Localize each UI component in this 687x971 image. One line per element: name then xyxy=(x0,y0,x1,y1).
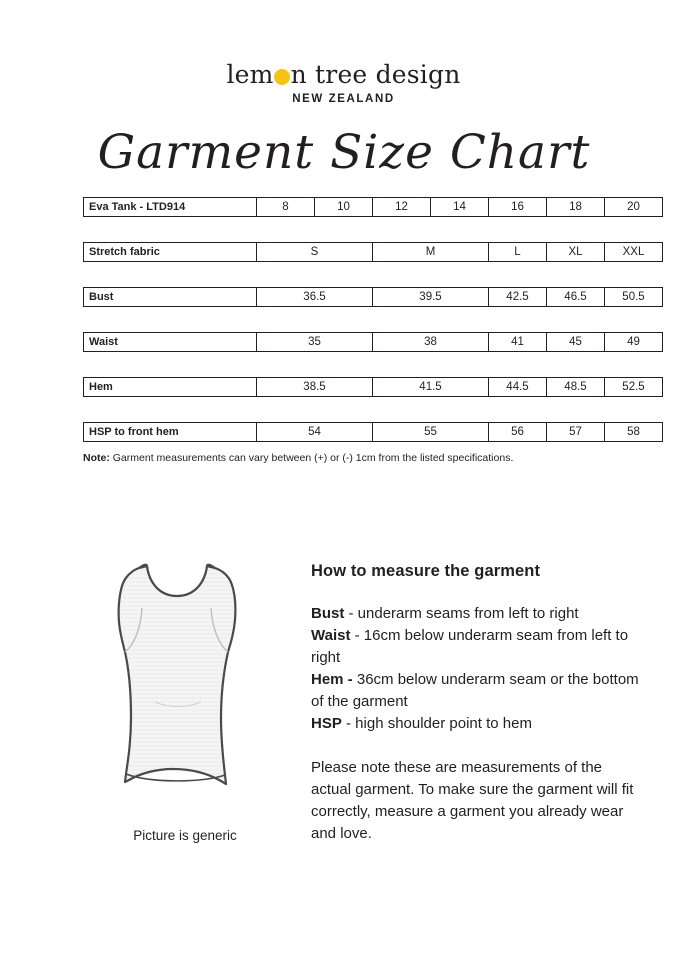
table-row xyxy=(84,333,663,352)
cell: XL xyxy=(547,243,605,262)
cell: 52.5 xyxy=(605,378,663,397)
cell: M xyxy=(373,243,489,262)
row-label: Eva Tank - LTD914 xyxy=(84,198,257,217)
row-label: Hem xyxy=(84,378,257,397)
cell: 18 xyxy=(547,198,605,217)
brand-name-after: n tree design xyxy=(290,60,461,89)
cell: 48.5 xyxy=(547,378,605,397)
table-row xyxy=(84,243,663,262)
definition-item xyxy=(311,625,641,669)
definition-term: Waist xyxy=(311,627,351,645)
table-row xyxy=(84,288,663,307)
cell: 42.5 xyxy=(489,288,547,307)
note-text: Garment measurements can vary between (+) or (-) 1cm from the listed specifications. xyxy=(109,452,514,464)
definition-item xyxy=(311,669,641,713)
cell: 36.5 xyxy=(257,288,373,307)
brand-country: NEW ZEALAND xyxy=(292,93,395,106)
table-row xyxy=(84,198,663,217)
cell: 54 xyxy=(257,423,373,442)
brand-name xyxy=(0,62,687,88)
cell: 8 xyxy=(257,198,315,217)
lemon-dot-icon xyxy=(274,68,291,85)
how-to-measure-section xyxy=(311,562,641,845)
cell: S xyxy=(257,243,373,262)
picture-caption: Picture is generic xyxy=(133,828,237,843)
definition-item xyxy=(311,713,641,735)
definition-desc: - high shoulder point to hem xyxy=(341,715,532,733)
brand-header xyxy=(0,62,687,105)
cell: 41.5 xyxy=(373,378,489,397)
definition-term: HSP xyxy=(311,715,342,733)
cell: 20 xyxy=(605,198,663,217)
garment-illustration xyxy=(95,552,270,802)
cell: 41 xyxy=(489,333,547,352)
cell: 16 xyxy=(489,198,547,217)
row-label: Bust xyxy=(84,288,257,307)
brand-name-before: lem xyxy=(226,60,274,89)
definition-item xyxy=(311,603,641,625)
cell: L xyxy=(489,243,547,262)
cell: 35 xyxy=(257,333,373,352)
cell: 14 xyxy=(431,198,489,217)
cell: 10 xyxy=(315,198,373,217)
cell: 38 xyxy=(373,333,489,352)
table-row xyxy=(84,423,663,442)
table-row xyxy=(84,378,663,397)
row-label: HSP to front hem xyxy=(84,423,257,442)
definition-desc: 36cm below underarm seam or the bottom of the garment xyxy=(311,671,639,711)
definition-term: Hem - xyxy=(311,671,353,689)
cell: 12 xyxy=(373,198,431,217)
cell: 49 xyxy=(605,333,663,352)
closing-paragraph: Please note these are measurements of the actual garment. To make sure the garment will fit correctly, measure a garment you already wear and love. xyxy=(311,759,634,843)
row-label: Waist xyxy=(84,333,257,352)
definition-desc: - underarm seams from left to right xyxy=(344,605,579,622)
page-title xyxy=(0,118,687,188)
cell: 55 xyxy=(373,423,489,442)
cell: 39.5 xyxy=(373,288,489,307)
measure-definitions xyxy=(311,603,641,735)
how-to-measure-heading: How to measure the garment xyxy=(311,562,541,580)
definition-desc: - 16cm below underarm seam from left to right xyxy=(311,627,629,667)
cell: 38.5 xyxy=(257,378,373,397)
cell: 56 xyxy=(489,423,547,442)
note-label: Note: xyxy=(83,452,110,464)
cell: XXL xyxy=(605,243,663,262)
cell: 45 xyxy=(547,333,605,352)
measurement-note xyxy=(83,452,623,464)
cell: 44.5 xyxy=(489,378,547,397)
row-label: Stretch fabric xyxy=(84,243,257,262)
cell: 57 xyxy=(547,423,605,442)
cell: 58 xyxy=(605,423,663,442)
size-chart-table xyxy=(83,197,645,442)
definition-term: Bust xyxy=(311,605,345,622)
cell: 46.5 xyxy=(547,288,605,307)
cell: 50.5 xyxy=(605,288,663,307)
svg-text:Garment Size Chart: Garment Size Chart xyxy=(97,125,590,180)
